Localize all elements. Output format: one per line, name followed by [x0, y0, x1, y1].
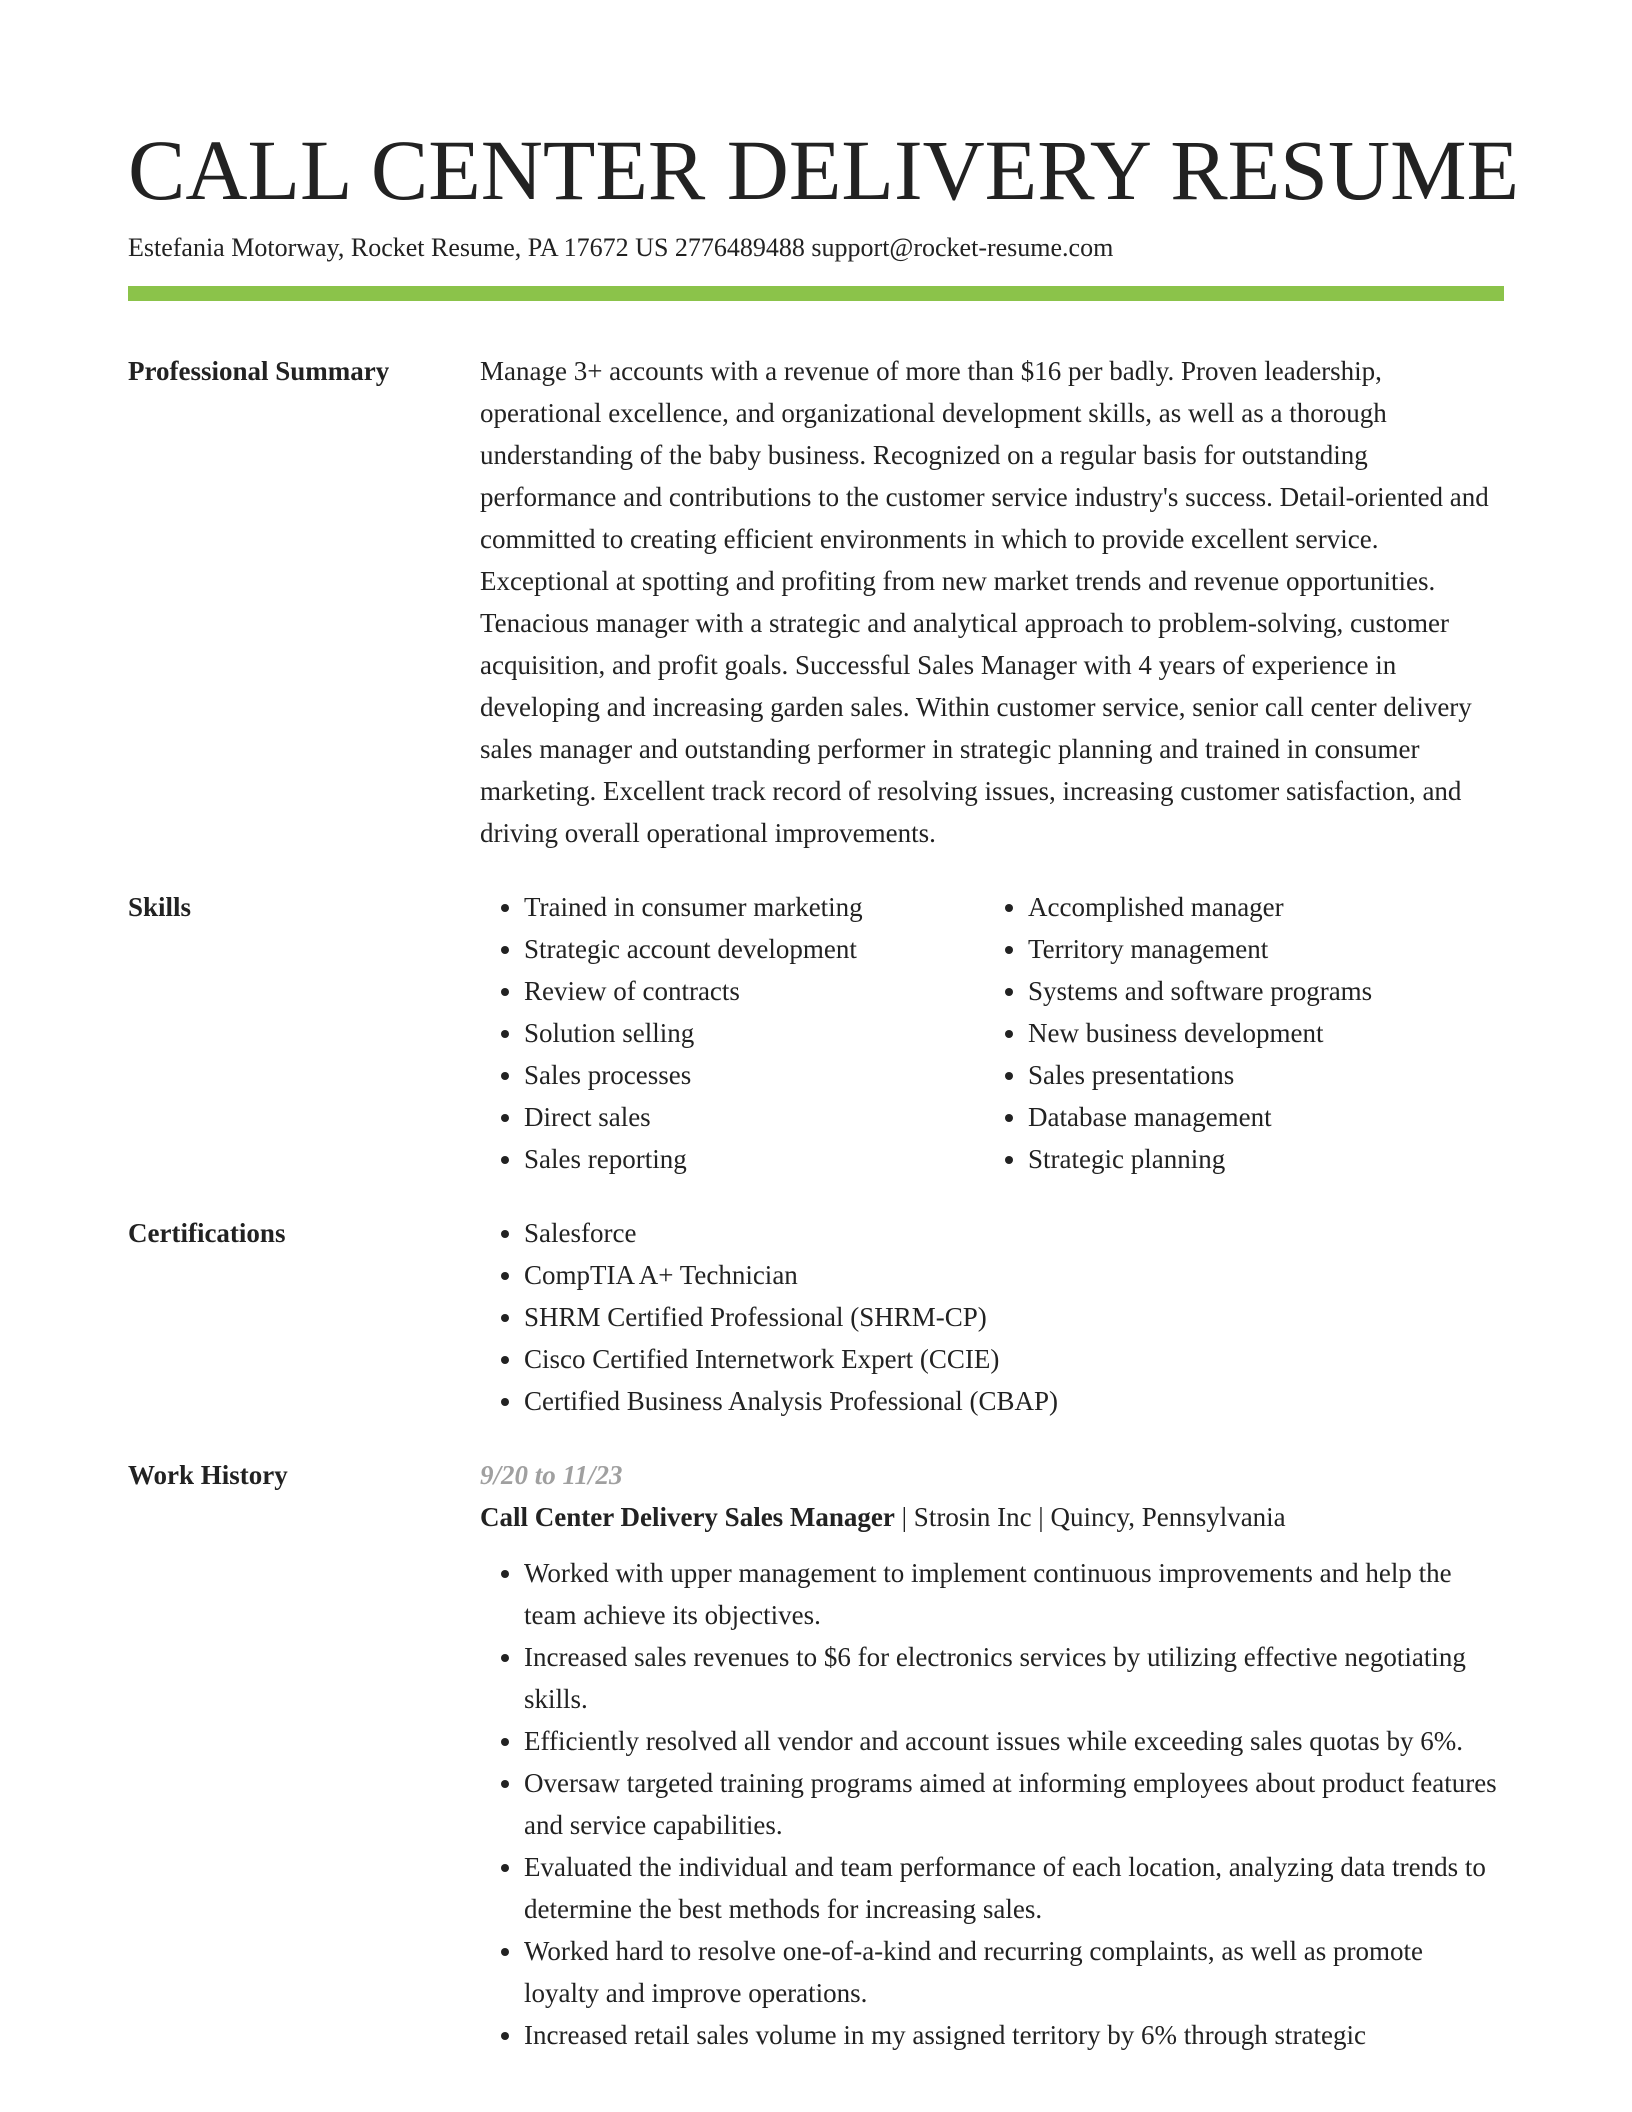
job-company-location: | Strosin Inc | Quincy, Pennsylvania	[894, 1502, 1286, 1532]
resume-title: CALL CENTER DELIVERY RESUME	[128, 122, 1520, 218]
skill-item: • Territory management	[1028, 928, 1488, 970]
skills-list-right	[984, 886, 1488, 1180]
skill-item: • Sales processes	[524, 1054, 984, 1096]
skill-item: • New business development	[1028, 1012, 1488, 1054]
job-entry	[480, 1454, 1504, 2056]
summary-body	[480, 350, 1504, 854]
certifications-label: Certifications	[128, 1218, 286, 1248]
skill-item: • Database management	[1028, 1096, 1488, 1138]
skill-item: • Review of contracts	[524, 970, 984, 1012]
certification-item: • SHRM Certified Professional (SHRM-CP)	[524, 1296, 1504, 1338]
job-bullet: • Efficiently resolved all vendor and account issues while exceeding sales quotas by 6%.	[524, 1720, 1504, 1762]
skill-item: • Systems and software programs	[1028, 970, 1488, 1012]
job-title: Call Center Delivery Sales Manager	[480, 1502, 895, 1532]
job-bullet: • Worked with upper management to implement continuous improvements and help the team achieve its objectives.	[524, 1552, 1504, 1636]
skill-item: • Strategic account development	[524, 928, 984, 970]
work-history-body	[480, 1454, 1504, 2056]
skill-item: • Sales reporting	[524, 1138, 984, 1180]
skill-item: • Sales presentations	[1028, 1054, 1488, 1096]
summary-text: Manage 3+ accounts with a revenue of more than $16 per badly. Proven leadership, operational excellence, and organizational development skills, as well as a thorough understanding of the baby business. Recognized on a regular basis for outstanding performance and contributions to the customer service industry's success. Detail-oriented and committed to creating efficient environments in which to provide excellent service. Exceptional at spotting and profiting from new market trends and revenue opportunities. Tenacious manager with a strategic and analytical approach to problem-solving, customer acquisition, and profit goals. Successful Sales Manager with 4 years of experience in developing and increasing garden sales. Within customer service, senior call center delivery sales manager and outstanding performer in strategic planning and trained in consumer marketing. Excellent track record of resolving issues, increasing customer satisfaction, and driving overall operational improvements.	[480, 356, 1489, 848]
job-bullet: • Oversaw targeted training programs aimed at informing employees about product features and service capabilities.	[524, 1762, 1504, 1846]
certifications-body	[480, 1212, 1504, 1422]
skills-column-right	[984, 886, 1488, 1180]
job-dates: 9/20 to 11/23	[480, 1460, 623, 1490]
certification-item: • Certified Business Analysis Professional (CBAP)	[524, 1380, 1504, 1422]
contact-info: Estefania Motorway, Rocket Resume, PA 17672 US 2776489488 support@rocket-resume.com	[128, 233, 1114, 262]
skill-item: • Direct sales	[524, 1096, 984, 1138]
job-bullet: • Increased sales revenues to $6 for electronics services by utilizing effective negotiating skills.	[524, 1636, 1504, 1720]
skill-item: • Trained in consumer marketing	[524, 886, 984, 928]
job-heading	[480, 1496, 1504, 1538]
job-bullet: • Evaluated the individual and team performance of each location, analyzing data trends to determine the best methods for increasing sales.	[524, 1846, 1504, 1930]
skills-column-left	[480, 886, 984, 1180]
certification-item: • Cisco Certified Internetwork Expert (CCIE)	[524, 1338, 1504, 1380]
job-bullet: • Worked hard to resolve one-of-a-kind and recurring complaints, as well as promote loyalty and improve operations.	[524, 1930, 1504, 2014]
skills-grid	[480, 886, 1504, 1180]
work-history-label: Work History	[128, 1460, 288, 1490]
skill-item: • Accomplished manager	[1028, 886, 1488, 928]
summary-label: Professional Summary	[128, 356, 390, 386]
skill-item: • Solution selling	[524, 1012, 984, 1054]
job-bullet: • Increased retail sales volume in my assigned territory by 6% through strategic	[524, 2014, 1504, 2056]
skills-body	[480, 886, 1504, 1180]
job-bullets	[480, 1552, 1504, 2056]
certification-item: • Salesforce	[524, 1212, 1504, 1254]
certification-item: • CompTIA A+ Technician	[524, 1254, 1504, 1296]
skills-label: Skills	[128, 892, 192, 922]
header-divider	[128, 286, 1504, 301]
skill-item: • Strategic planning	[1028, 1138, 1488, 1180]
certifications-list	[480, 1212, 1504, 1422]
skills-list-left	[480, 886, 984, 1180]
